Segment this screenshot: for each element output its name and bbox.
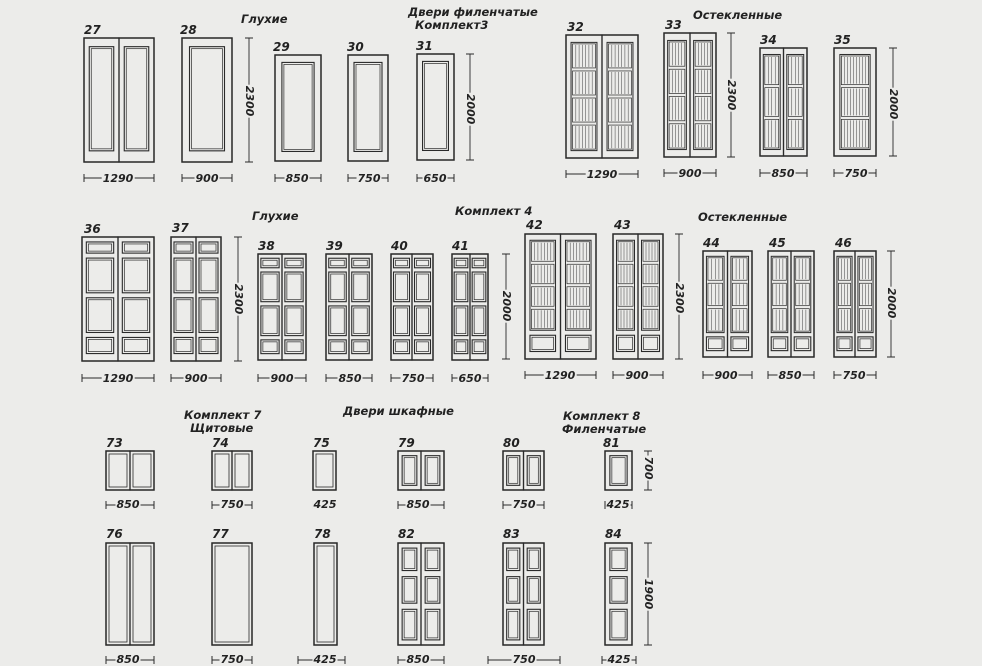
height-dimension: 700 [642, 456, 655, 480]
door-75 [313, 451, 336, 490]
door-74 [212, 451, 252, 490]
door-44 [703, 251, 752, 357]
door-80 [503, 451, 544, 490]
width-dimension: 750 [842, 369, 866, 382]
door-number: 76 [106, 527, 123, 541]
door-number: 29 [273, 40, 290, 54]
door-number: 34 [760, 33, 777, 47]
door-82 [398, 543, 444, 645]
width-dimension: 1290 [102, 172, 134, 185]
width-dimension: 900 [678, 167, 702, 180]
height-dimension: 2300 [243, 85, 256, 117]
heading-blind-1: Глухие [241, 12, 288, 26]
door-number: 82 [398, 527, 415, 541]
width-dimension: 850 [285, 172, 309, 185]
heading-blind-2: Глухие [252, 209, 299, 223]
door-33 [664, 33, 716, 157]
door-32 [566, 35, 638, 158]
width-dimension: 650 [423, 172, 447, 185]
door-number: 32 [567, 20, 584, 34]
door-73 [106, 451, 154, 490]
door-number: 78 [314, 527, 331, 541]
door-number: 36 [84, 222, 101, 236]
width-dimension: 750 [220, 653, 244, 666]
door-43 [613, 234, 663, 359]
heading-shield: Щитовые [190, 421, 254, 435]
width-dimension: 750 [357, 172, 381, 185]
door-29 [275, 55, 321, 161]
height-dimension: 2000 [885, 287, 898, 319]
width-dimension: 900 [714, 369, 738, 382]
door-number: 84 [605, 527, 622, 541]
height-dimension: 1900 [642, 578, 655, 610]
door-number: 81 [603, 436, 620, 450]
door-34 [760, 48, 807, 156]
door-35 [834, 48, 876, 156]
width-dimension: 850 [771, 167, 795, 180]
heading-doors-panel: Двери филенчатые [408, 5, 538, 19]
width-dimension: 750 [512, 653, 536, 666]
width-dimension: 850 [116, 498, 140, 511]
door-number: 42 [526, 218, 543, 232]
door-number: 41 [452, 239, 469, 253]
door-36 [82, 237, 154, 361]
width-dimension: 425 [313, 653, 337, 666]
heading-glazed-1: Остекленные [693, 8, 783, 22]
width-dimension: 1290 [102, 372, 134, 385]
door-46 [834, 251, 876, 357]
heading-glazed-2: Остекленные [698, 210, 788, 224]
width-dimension: 850 [338, 372, 362, 385]
door-45 [768, 251, 814, 357]
door-31 [417, 54, 454, 160]
height-dimension: 2300 [725, 79, 738, 111]
door-number: 75 [313, 436, 330, 450]
door-number: 44 [703, 236, 720, 250]
door-41 [452, 254, 488, 360]
door-37 [171, 237, 221, 361]
height-dimension: 2000 [500, 290, 513, 322]
door-number: 46 [835, 236, 852, 250]
heading-set3: Комплект3 [415, 18, 489, 32]
door-number: 38 [258, 239, 275, 253]
door-28 [182, 38, 232, 162]
door-number: 73 [106, 436, 123, 450]
width-dimension: 900 [184, 372, 208, 385]
width-dimension: 425 [606, 498, 630, 511]
height-dimension: 2300 [673, 282, 686, 314]
door-number: 33 [665, 18, 682, 32]
door-81 [605, 451, 632, 490]
door-number: 45 [769, 236, 786, 250]
door-42 [525, 234, 596, 359]
door-30 [348, 55, 388, 161]
door-78 [314, 543, 337, 645]
width-dimension: 650 [458, 372, 482, 385]
heading-set8: Комплект 8 [563, 409, 641, 423]
door-number: 31 [416, 39, 433, 53]
door-number: 28 [180, 23, 197, 37]
width-dimension: 750 [220, 498, 244, 511]
width-dimension: 850 [406, 653, 430, 666]
width-dimension: 750 [844, 167, 868, 180]
door-number: 79 [398, 436, 415, 450]
height-dimension: 2300 [232, 283, 245, 315]
width-dimension: 900 [270, 372, 294, 385]
door-76 [106, 543, 154, 645]
door-number: 39 [326, 239, 343, 253]
door-number: 27 [84, 23, 101, 37]
door-number: 40 [391, 239, 408, 253]
door-number: 83 [503, 527, 520, 541]
width-dimension: 900 [195, 172, 219, 185]
width-dimension: 750 [401, 372, 425, 385]
width-dimension: 900 [625, 369, 649, 382]
width-dimension: 750 [512, 498, 536, 511]
door-40 [391, 254, 433, 360]
width-dimension: 1290 [544, 369, 576, 382]
door-number: 43 [614, 218, 631, 232]
door-number: 74 [212, 436, 229, 450]
door-83 [503, 543, 544, 645]
heading-set7: Комплект 7 [184, 408, 262, 422]
heading-cabinet-doors: Двери шкафные [343, 404, 454, 418]
door-number: 35 [834, 33, 851, 47]
width-dimension: 850 [778, 369, 802, 382]
door-38 [258, 254, 306, 360]
door-27 [84, 38, 154, 162]
width-dimension: 425 [607, 653, 631, 666]
width-dimension: 850 [116, 653, 140, 666]
door-number: 30 [347, 40, 364, 54]
door-84 [605, 543, 632, 645]
door-77 [212, 543, 252, 645]
door-39 [326, 254, 372, 360]
height-dimension: 2000 [887, 88, 900, 120]
door-number: 37 [172, 221, 189, 235]
width-dimension: 850 [406, 498, 430, 511]
heading-panel: Филенчатые [562, 422, 647, 436]
door-number: 80 [503, 436, 520, 450]
height-dimension: 2000 [464, 93, 477, 125]
width-dimension: 1290 [586, 168, 618, 181]
door-number: 77 [212, 527, 229, 541]
heading-set4: Комплект 4 [455, 204, 533, 218]
door-79 [398, 451, 444, 490]
width-dimension: 425 [313, 498, 337, 511]
